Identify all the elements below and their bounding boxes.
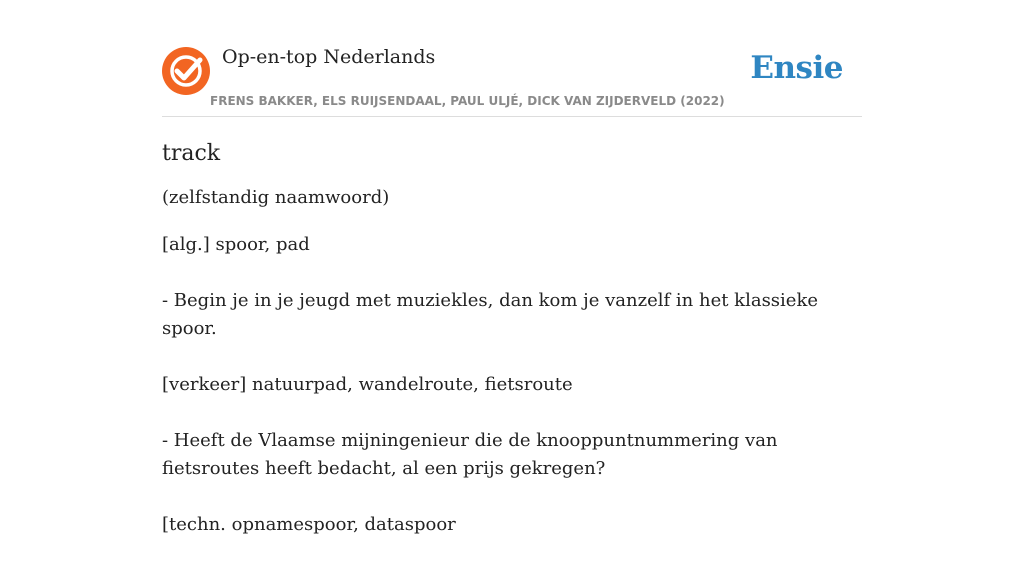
part-of-speech: (zelfstandig naamwoord) (162, 187, 390, 208)
definition-line: [alg.] spoor, pad (162, 234, 310, 255)
brand-logo[interactable]: Ensie (750, 50, 843, 86)
checkmark-icon (162, 47, 210, 95)
definition-line: [verkeer] natuurpad, wandelroute, fietsroute (162, 374, 573, 395)
definition-line: [techn. opnamespoor, dataspoor (162, 514, 456, 535)
headword: track (162, 141, 221, 166)
example-line: - Heeft de Vlaamse mijningenieur die de knooppuntnummering van fietsroutes heeft bedacht, al een prijs gekregen? (162, 430, 778, 479)
source-logo[interactable] (162, 47, 210, 95)
entry-content (162, 138, 862, 567)
header (162, 0, 862, 117)
example-line: - Begin je in je jeugd met muziekles, dan kom je vanzelf in het klassieke spoor. (162, 290, 819, 339)
source-title[interactable]: Op-en-top Nederlands (222, 46, 436, 68)
source-authors: FRENS BAKKER, ELS RUIJSENDAAL, PAUL ULJÉ, DICK VAN ZIJDERVELD (2022) (210, 94, 725, 108)
